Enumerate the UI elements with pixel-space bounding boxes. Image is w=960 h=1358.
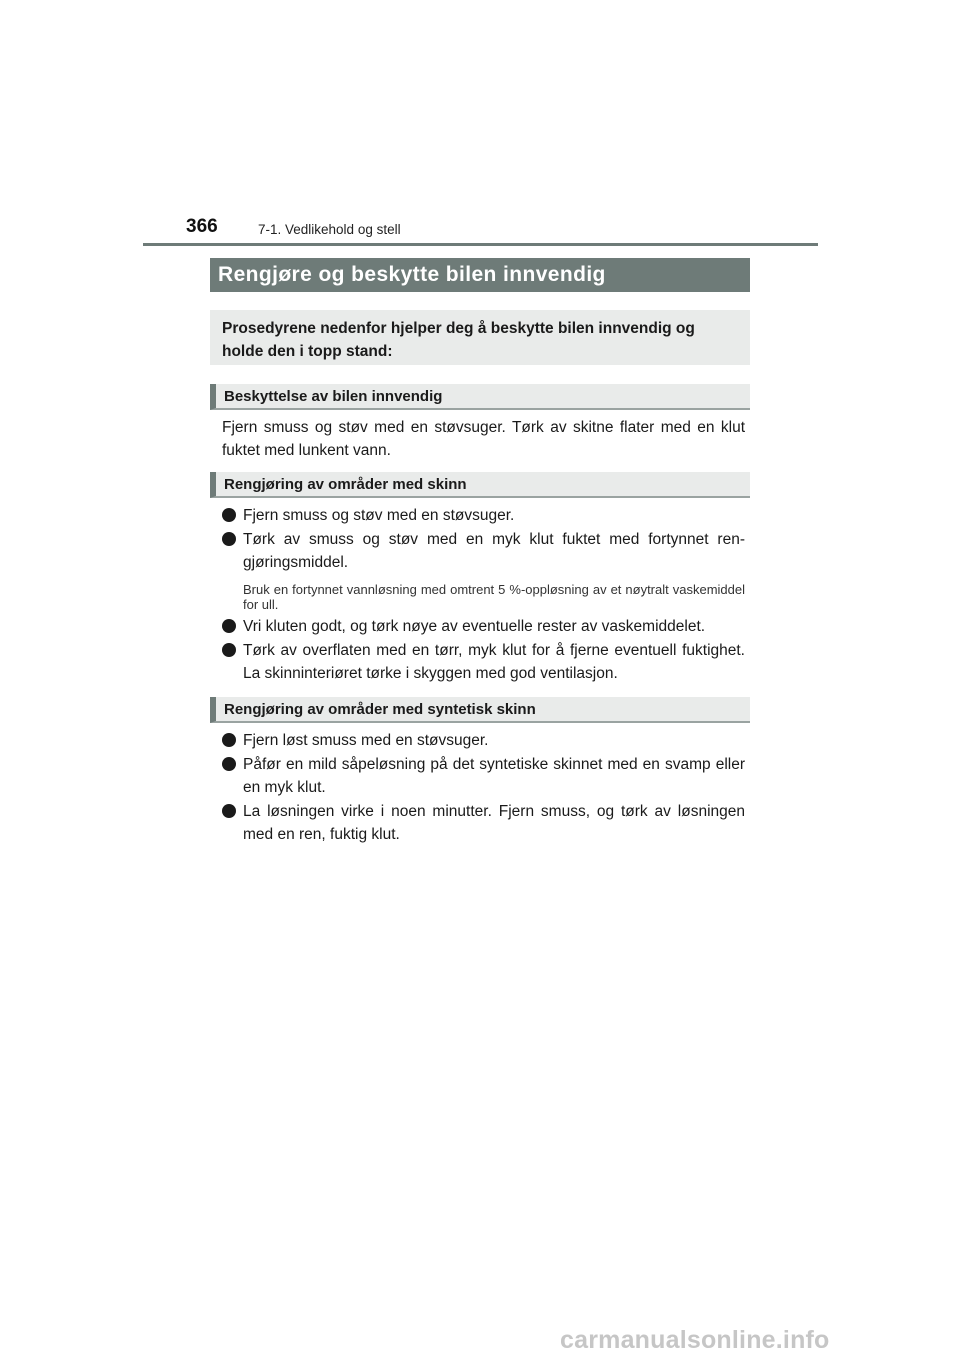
list-item-text: Fjern smuss og støv med en støvsuger. [243,507,515,524]
header-rule [143,243,818,246]
list-item-text: La løsningen virke i noen minutter. Fjern smuss, og tørk av løsningen med en ren, fuktig klut. [243,803,745,843]
list-item [222,729,745,752]
list-item-text: Tørk av overflaten med en tørr, myk klut for å fjerne eventuell fuktighet. La skinninteriøret tørke i skyggen med god ventilasjon. [243,642,745,682]
bullet-icon [222,733,236,747]
page-number: 366 [186,216,218,237]
list-item [222,528,745,574]
list-item-text: Påfør en mild såpeløsning på det syntetiske skinnet med en svamp eller en myk klut. [243,756,745,796]
list-item [222,615,745,638]
list-item-text: Vri kluten godt, og tørk nøye av eventuelle rester av vaskemiddelet. [243,618,706,635]
list-item-text: Tørk av smuss og støv med en myk klut fuktet med fortynnet ren-gjøringsmiddel. [243,531,745,571]
bullet-icon [222,619,236,633]
section-reference: 7-1. Vedlikehold og stell [258,222,401,237]
bullet-icon [222,508,236,522]
bullet-icon [222,643,236,657]
page-title: Rengjøre og beskytte bilen innvendig [210,258,750,292]
list-item-text: Fjern løst smuss med en støvsuger. [243,732,489,749]
intro-box: Prosedyrene nedenfor hjelper deg å beskytte bilen innvendig og holde den i topp stand: [210,310,750,365]
list-item [222,639,745,685]
bullet-icon [222,804,236,818]
note-text: Bruk en fortynnet vannløsning med omtrent 5 %-oppløsning av et nøytralt vaskemiddel for ull. [243,582,745,612]
section-heading-leather: Rengjøring av områder med skinn [210,472,750,498]
section-heading-synthetic-leather: Rengjøring av områder med syntetisk skinn [210,697,750,723]
bullet-icon [222,757,236,771]
watermark: carmanualsonline.info [560,1326,830,1354]
list-item [222,800,745,846]
list-item [222,753,745,799]
section-heading-protection: Beskyttelse av bilen innvendig [210,384,750,410]
list-item [222,504,745,527]
section-paragraph: Fjern smuss og støv med en støvsuger. Tørk av skitne flater med en klut fuktet med lunkent vann. [222,419,745,459]
bullet-icon [222,532,236,546]
